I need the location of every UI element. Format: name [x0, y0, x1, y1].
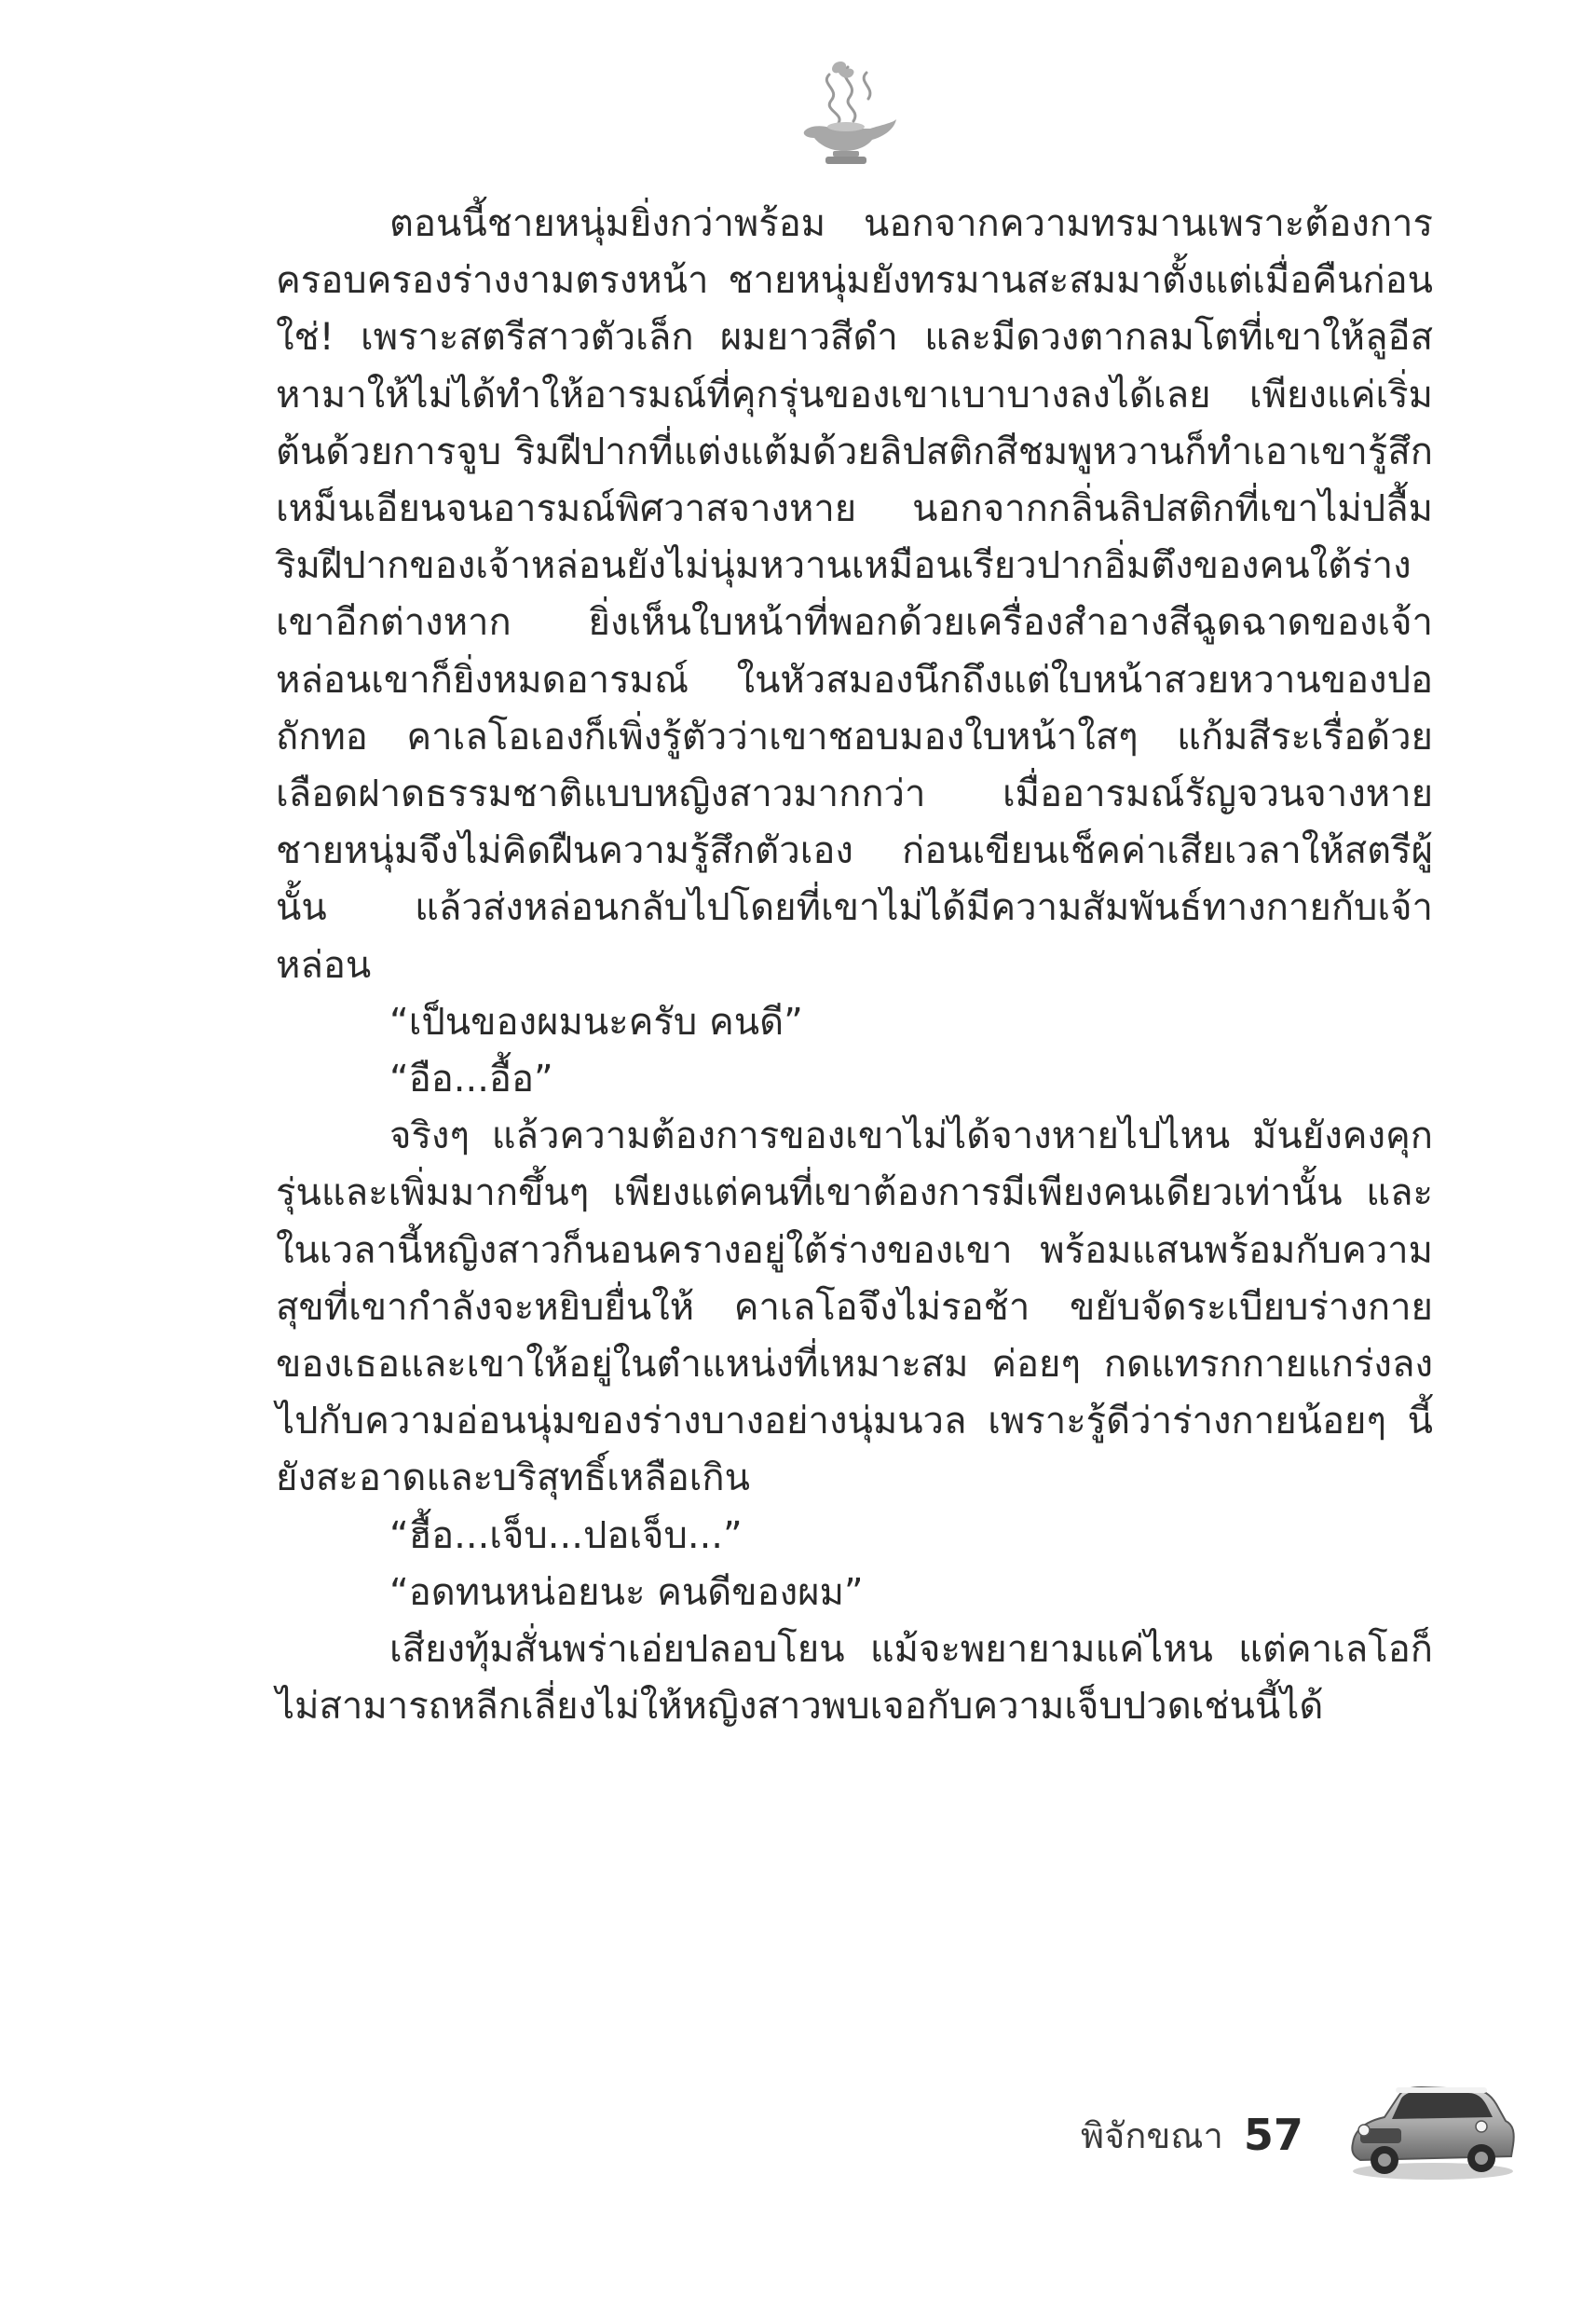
- paragraph-1: ตอนนี้ชายหนุ่มยิ่งกว่าพร้อม นอกจากความทรมานเพราะต้องการครอบครองร่างงามตรงหน้า ชายหนุ่มยังทรมานสะสมมาตั้งแต่เมื่อคืนก่อน ใช่! เพราะสตรีสาวตัวเล็ก ผมยาวสีดำ และมีดวงตากลมโตที่เขาให้ลูอีสหามาให้ไม่ได้ทำให้อารมณ์ที่คุกรุ่นของเขาเบาบางลงได้เลย เพียงแค่เริ่มต้นด้วยการจูบ ริมฝีปากที่แต่งแต้มด้วยลิปสติกสีชมพูหวานก็ทำเอาเขารู้สึกเหม็นเอียนจนอารมณ์พิศวาสจางหาย นอกจากกลิ่นลิปสติกที่เขาไม่ปลื้ม ริมฝีปากของเจ้าหล่อนยังไม่นุ่มหวานเหมือนเรียวปากอิ่มตึงของคนใต้ร่างเขาอีกต่างหาก ยิ่งเห็นใบหน้าที่พอกด้วยเครื่องสำอางสีฉูดฉาดของเจ้าหล่อนเขาก็ยิ่งหมดอารมณ์ ในหัวสมองนึกถึงแต่ใบหน้าสวยหวานของปอถักทอ คาเลโอเองก็เพิ่งรู้ตัวว่าเขาชอบมองใบหน้าใสๆ แก้มสีระเรื่อด้วยเลือดฝาดธรรมชาติแบบหญิงสาวมากกว่า เมื่ออารมณ์รัญจวนจางหาย ชายหนุ่มจึงไม่คิดฝืนความรู้สึกตัวเอง ก่อนเขียนเช็คค่าเสียเวลาให้สตรีผู้นั้น แล้วส่งหล่อนกลับไปโดยที่เขาไม่ได้มีความสัมพันธ์ทางกายกับเจ้าหล่อน: [276, 202, 1433, 987]
- car-icon: [1342, 2071, 1519, 2182]
- paragraph-3: เสียงทุ้มสั่นพร่าเอ่ยปลอบโยน แม้จะพยายามแค่ไหน แต่คาเลโอก็ไม่สามารถหลีกเลี่ยงไม่ให้หญิงสาวพบเจอกับความเจ็บปวดเช่นนี้ได้: [276, 1628, 1433, 1729]
- page-number: 57: [1243, 2110, 1303, 2160]
- dialog-line-3: “ฮื้อ...เจ็บ...ปอเจ็บ...”: [389, 1513, 743, 1557]
- page-footer: [1081, 2093, 1303, 2177]
- paragraph-2: จริงๆ แล้วความต้องการของเขาไม่ได้จางหายไปไหน มันยังคงคุกรุ่นและเพิ่มมากขึ้นๆ เพียงแต่คนที่เขาต้องการมีเพียงคนเดียวเท่านั้น และในเวลานี้หญิงสาวก็นอนครางอยู่ใต้ร่างของเขา พร้อมแสนพร้อมกับความสุขที่เขากำลังจะหยิบยื่นให้ คาเลโอจึงไม่รอช้า ขยับจัดระเบียบร่างกายของเธอและเขาให้อยู่ในตำแหน่งที่เหมาะสม ค่อยๆ กดแทรกกายแกร่งลงไปกับความอ่อนนุ่มของร่างบางอย่างนุ่มนวล เพราะรู้ดีว่าร่างกายน้อยๆ นี้ยังสะอาดและบริสุทธิ์เหลือเกิน: [276, 1114, 1433, 1500]
- magic-lamp-icon: [792, 58, 902, 170]
- dialog-line-1: “เป็นของผมนะครับ คนดี”: [389, 1000, 803, 1044]
- dialog-line-2: “อือ...อื้อ”: [389, 1058, 553, 1101]
- footer-book-title: พิจักขณา: [1081, 2114, 1223, 2156]
- dialog-line-4: “อดทนหน่อยนะ คนดีของผม”: [389, 1570, 864, 1614]
- chapter-body: [276, 196, 1433, 1735]
